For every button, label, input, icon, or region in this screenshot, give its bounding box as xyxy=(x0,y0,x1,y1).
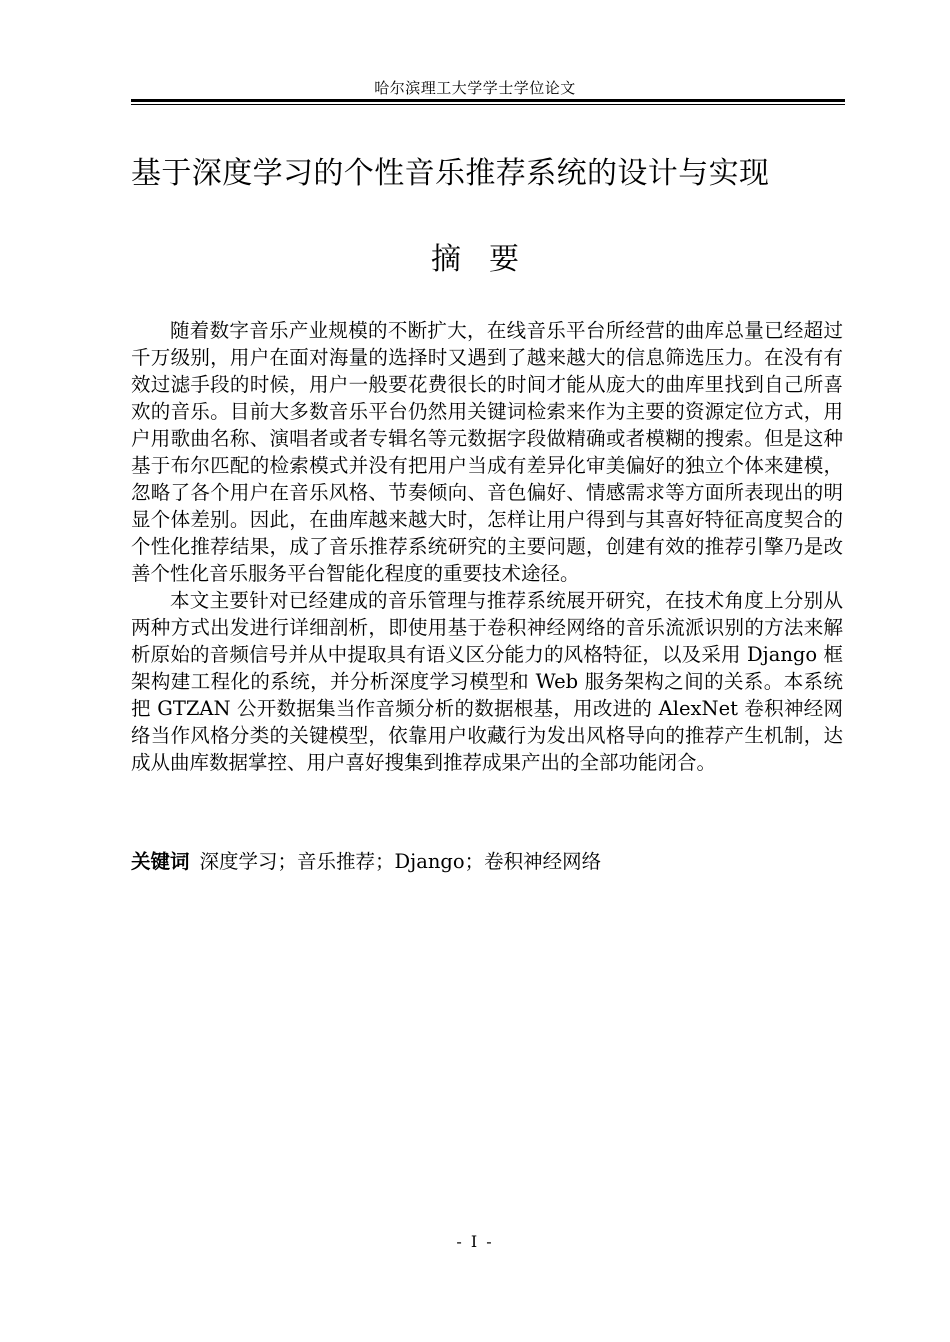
header-rule-thin xyxy=(131,104,845,105)
abstract-paragraph-2: 本文主要针对已经建成的音乐管理与推荐系统展开研究，在技术角度上分别从两种方式出发进行详细剖析，即使用基于卷积神经网络的音乐流派识别的方法来解析原始的音频信号并从中提取具有语义区分能力的风格特征，以及采用 Django 框架构建工程化的系统，并分析深度学习模型和 Web 服务架构之间的关系。本系统把 GTZAN 公开数据集当作音频分析的数据根基，用改进的 AlexNet 卷积神经网络当作风格分类的关键模型，依靠用户收藏行为发出风格导向的推荐产生机制，达成从曲库数据掌控、用户喜好搜集到推荐成果产出的全部功能闭合。 xyxy=(131,589,843,774)
abstract-paragraph-1: 随着数字音乐产业规模的不断扩大，在线音乐平台所经营的曲库总量已经超过千万级别，用户在面对海量的选择时又遇到了越来越大的信息筛选压力。在没有有效过滤手段的时候，用户一般要花费很长的时间才能从庞大的曲库里找到自己所喜欢的音乐。目前大多数音乐平台仍然用关键词检索来作为主要的资源定位方式，用户用歌曲名称、演唱者或者专辑名等元数据字段做精确或者模糊的搜索。但是这种基于布尔匹配的检索模式并没有把用户当成有差异化审美偏好的独立个体来建模，忽略了各个用户在音乐风格、节奏倾向、音色偏好、情感需求等方面所表现出的明显个体差别。因此，在曲库越来越大时，怎样让用户得到与其喜好特征高度契合的个性化推荐结果，成了音乐推荐系统研究的主要问题，创建有效的推荐引擎乃是改善个性化音乐服务平台智能化程度的重要技术途径。 xyxy=(131,319,843,585)
abstract-heading: 摘要 xyxy=(431,242,547,277)
paper-title: 基于深度学习的个性音乐推荐系统的设计与实现 xyxy=(131,156,770,191)
keywords-line xyxy=(131,848,845,875)
keywords-label: 关键词 xyxy=(131,850,190,873)
abstract-body xyxy=(131,317,843,776)
running-header: 哈尔滨理工大学学士学位论文 xyxy=(374,79,576,97)
page-number: - I - xyxy=(456,1232,494,1251)
header-rule xyxy=(131,99,845,102)
keywords-text: 深度学习；音乐推荐；Django；卷积神经网络 xyxy=(199,850,602,873)
